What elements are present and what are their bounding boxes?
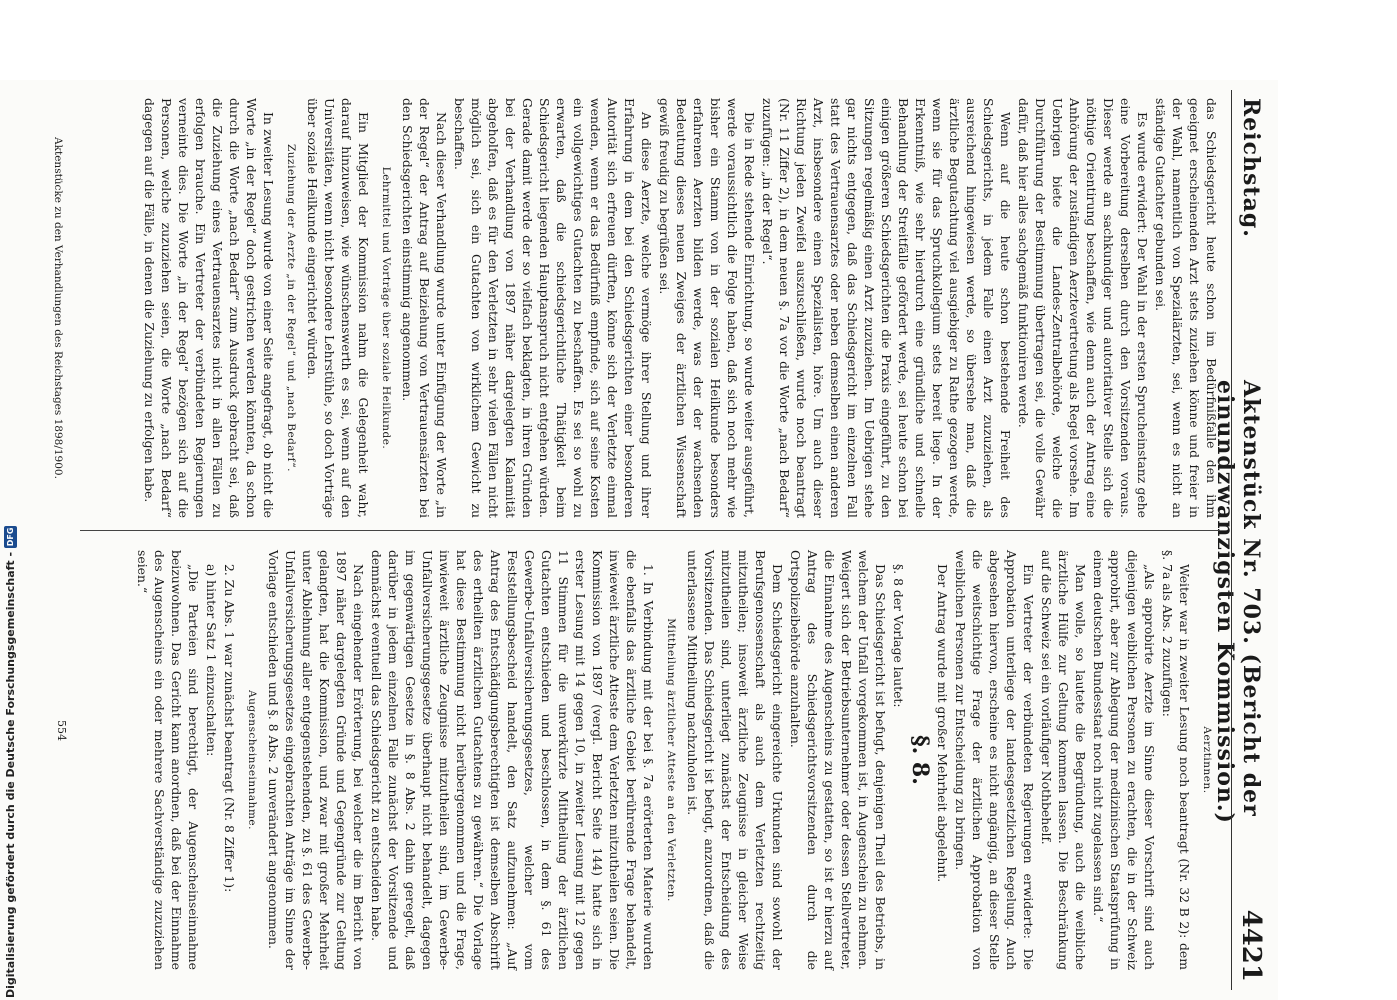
paragraph: „Die Parteien sind berechtigt, der Augenscheinseinnahme beizuwohnen. Das Gericht kann anordnen, daß bei der Einnahme des Augenscheins ein oder mehrere Sachverständige zuzuziehen seien.“ [135,550,201,970]
paragraph: Nach eingehender Erörterung, bei welcher die im Bericht von 1897 näher dargelegten Gründe und Gegengründe zur Geltung gelangten, hat die Kommission, und zwar mit großer Mehrheit unter Ablehnung aller entgegenstehenden, zu §. 61 des Gewerbe-Unfallversicherungsgesetzes eingebrachten Anträge im Sinne der Vorlage entschieden und §. 8 Abs. 2 unverändert angenommen. [266,550,366,970]
paragraph: Das Schiedsgericht ist befugt, denjenigen Theil des Betriebs, in welchem der Unfall vorgekommen ist, in Augenschein zu nehmen. Weigert sich der Betriebsunternehmer oder dessen Stellvertreter, die Einnahme des Augenscheins zu gestatten, so ist er hierzu auf Antrag des Schiedsgerichtsvorsitzenden durch die Ortspolizeibehörde anzuhalten. [788,550,888,970]
scanned-page [0,80,1278,1000]
paragraph: „Als approbirte Aerzte im Sinne dieser Vorschrift sind auch diejenigen weiblichen Personen zu erachten, die in der Schweiz approbirt, aber zur Ablegung der medizinischen Staatsprüfung in einem deutschen Bundesstaat noch nicht zugelassen sind.“ [1091,550,1157,970]
page-header [1212,80,1270,1000]
section-subheading: Zuziehung der Aerzte „in der Regel“ und „nach Bedarf“. [285,144,297,472]
section-subheading: Mittheilung ärztlicher Atteste an den Verletzten. [665,618,677,902]
header-rule [1231,90,1232,990]
header-page-number: 4421 [1236,909,1266,982]
right-column [133,550,1220,970]
paragraph: In zweiter Lesung wurde von einer Seite angefragt, ob nicht die Worte „in der Regel“ doch gestrichen werden könnten, da schon durch die Worte „nach Bedarf“ zum Ausdruck gebracht sei, daß die Zuziehung eines Vertrauensarztes nicht in allen Fällen zu erfolgen brauche. Ein Vertreter der verbündeten Regierungen verneinte dies. Die Worte „in der Regel“ bezögen sich auf die Personen, welche zuzuziehen seien, die Worte „nach Bedarf“ dagegen auf die Fälle, in denen die Zuziehung zu erfolgen habe. [142,98,276,518]
paragraph: Der Antrag wurde mit großer Mehrheit abgelehnt. [935,564,950,883]
section-heading: §. 8. [907,735,933,785]
header-title: Aktenstück Nr. 703. (Bericht der einundzwanzigsten Kommission.) [1212,380,1264,824]
digitization-sidebar [2,0,18,998]
paragraph: Es wurde erwidert: Der Wahl in der ersten Sprucheinstanz gehe eine Vorbereitung derselben durch den Vorsitzenden voraus. Dieser werde an sachkundiger und autoritativer Stelle sich die nöthige Orientirung beschaffen, wie denn auch der Antrag eine Anhörung der zuständigen Aerztevertretung als Regel vorsehe. Im Uebrigen biete die Landes-Zentralbehörde, welche die Durchführung der Bestimmung übertragen sei, die volle Gewähr dafür, daß hier alles sachgemäß funktioniren werde. [1016,98,1150,518]
paragraph: Nach dieser Verhandlung wurde unter Einfügung der Worte „in der Regel“ der Antrag auf Beiziehung von Vertrauensärzten bei den Schiedsgerichten einstimmig angenommen. [400,98,449,518]
column-divider [80,530,1220,531]
paragraph: §. 8 der Vorlage lautet: [891,564,906,708]
section-subheading: Lehrmittel und Vorträge über soziale Heilkunde. [380,166,392,450]
paragraph: Dem Schiedsgericht eingereichte Urkunden sind sowohl der Berufsgenossenschaft als auch dem Verletzten rechtzeitig mitzutheilen; insoweit ärztliche Zeugnisse in gleicher Weise mitzutheilen sind, unterliegt zunächst der Entscheidung des Vorsitzenden. Das Schiedsgericht ist befugt, anzuordnen, daß die unterlassene Mittheilung nachzuholen ist. [685,550,785,970]
paragraph: a) hinter Satz 1 einzuschalten: [204,564,219,757]
paragraph: das Schiedsgericht heute schon im Bedürfnißfalle den ihm geeignet erscheinenden Arzt stets zuziehen könne und freier in der Wahl, namentlich von Spezialärzten, sei, wenn es nicht an ständige Gutachter gebunden sei. [1153,98,1219,518]
section-subheading: Augenscheinseinnahme. [246,690,258,830]
paragraph: 2. Zu Abs. 1 war zunächst beantragt (Nr. 8 Ziffer 1): [222,564,237,893]
footer-note: Aktenstücke zu den Verhandlungen des Reichstages 1898/1900. [52,137,64,479]
paragraph: An diese Aerzte, welche vermöge ihrer Stellung und ihrer Erfahrung in dem bei den Schiedsgerichten einer besonderen Autorität sich erfreuen dürften, könne sich der Verletzte einmal wenden, wenn er das Bedürfniß empfinde, sich auf seine Kosten ein vollgewichtiges Gutachten zu beschaffen. Es sei so wohl zu erwarten, daß die schiedsgerichtliche Thätigkeit beim Schiedsgericht liegenden Hauptanspruch nicht entgehen würden. Gerade damit werde der so vielfach beklagten, in ihren Gründen bei der Verhandlung von 1897 näher dargelegten Kalamität abgeholfen, daß es für den Verletzten in sehr vielen Fällen nicht möglich sei, sich ein Gutachten von wirklichem Gewicht zu beschaffen. [452,98,654,518]
sidebar-text: Digitalisierung gefördert durch die Deutsche Forschungsgemeinschaft - [3,551,17,998]
paragraph: 1. In Verbindung mit der bei §. 7a erörterten Materie wurden die ebenfalls das ärztliche Gebiet berührende Frage behandelt, inwieweit ärztliche Atteste dem Verletzten mitzutheilen seien. Die Kommission von 1897 (vergl. Bericht Seite 144) hatte sich in erster Lesung mit 14 gegen 10, in zweiter Lesung mit 12 gegen 11 Stimmen für die unverkürzte Mittheilung der ärztlichen Gutachten entschieden und beschlossen, in dem §. 61 des Gewerbe-Unfallversicherungsgesetzes, welcher vom Feststellungsbescheid handelt, den Satz aufzunehmen: „Auf Antrag des Entschädigungsberechtigten ist demselben Abschrift des ertheilten ärztlichen Gutachtens zu gewähren.“ Die Vorlage hat diese Bestimmung nicht herübergenommen und die Frage, inwieweit ärztliche Zeugnisse mitzutheilen sind, im Gewerbe-Unfallversicherungsgesetze überhaupt nicht behandelt, dagegen im gegenwärtigen Gesetze in §. 8 Abs. 2 dahin geregelt, daß darüber in jedem einzelnen Falle zunächst der Vorsitzende und demnächst eventuell das Schiedsgericht zu entscheiden habe. [369,550,656,970]
paragraph: Man wolle, so lautete die Begründung, auch die weibliche ärztliche Hülfe zur Geltung kommen lassen. Die Beschränkung auf die Schweiz sei ein vorläufiger Nothbehelf. [1039,550,1088,970]
paragraph: Ein Vertreter der verbündeten Regierungen erwiderte: Die Approbation unterliege der landesgesetzlichen Regelung. Auch abgesehen hiervon, erscheine es nicht angängig, an dieser Stelle die weitschichtige Frage der ärztlichen Approbation von weiblichen Personen zur Entscheidung zu bringen. [953,550,1036,970]
paragraph: Weiter war in zweiter Lesung noch beantragt (Nr. 32 B 2): dem §. 7a als Abs. 2 zuzufügen: [1160,550,1192,970]
left-column [140,98,1220,518]
dfg-logo: DFG [5,527,15,547]
footer-page-number: 554 [55,720,68,741]
paragraph: Ein Mitglied der Kommission nahm die Gelegenheit wahr, darauf hinzuweisen, wie wünschenswerth es sei, wenn auf den Universitäten, wenn nicht besondere Lehrstühle, so doch Vorträge über soziale Heilkunde eingerichtet würden. [305,98,371,518]
paragraph: Wenn auf die heute schon bestehende Freiheit des Schiedsgerichts, in jedem Falle einen Arzt zuzuziehen, als ausreichend hingewiesen werde, so übersehe man, daß die ärztliche Begutachtung viel ausgiebiger zu Rathe gezogen werde, wenn sie für das Spruchkollegium stets bereit liege. In der Erkenntniß, wie sehr hierdurch eine gründliche und schnelle Behandlung der Streitfälle gefördert werde, sei heute schon bei einigen größeren Schiedsgerichten die Praxis eingeführt, zu den Sitzungen regelmäßig einen Arzt zuzuziehen. Im Uebrigen stehe gar nichts entgegen, daß das Schiedsgericht im einzelnen Fall statt des Vertrauensarztes oder neben demselben einen anderen Arzt, insbesondere einen Spezialisten, höre. Um auch dieser Richtung jeden Zweifel auszuschließen, wurde noch beantragt (Nr. 11 Ziffer 2), in dem neuen §. 7a vor die Worte „nach Bedarf“ zuzufügen: „in der Regel“. [760,98,1013,518]
header-left: Reichstag. [1238,98,1264,238]
section-subheading: Aerztinnen. [1201,726,1213,794]
paragraph: Die in Rede stehende Einrichtung, so wurde weiter ausgeführt, werde voraussichtlich die Folge haben, daß sich noch mehr wie bisher ein Stamm von in der sozialen Heilkunde besonders erfahrenen Aerzten bilden werde, was der der wachsenden Bedeutung dieses neuen Zweiges der ärztlichen Wissenschaft gewiß freudig zu begrüßen sei. [657,98,757,518]
